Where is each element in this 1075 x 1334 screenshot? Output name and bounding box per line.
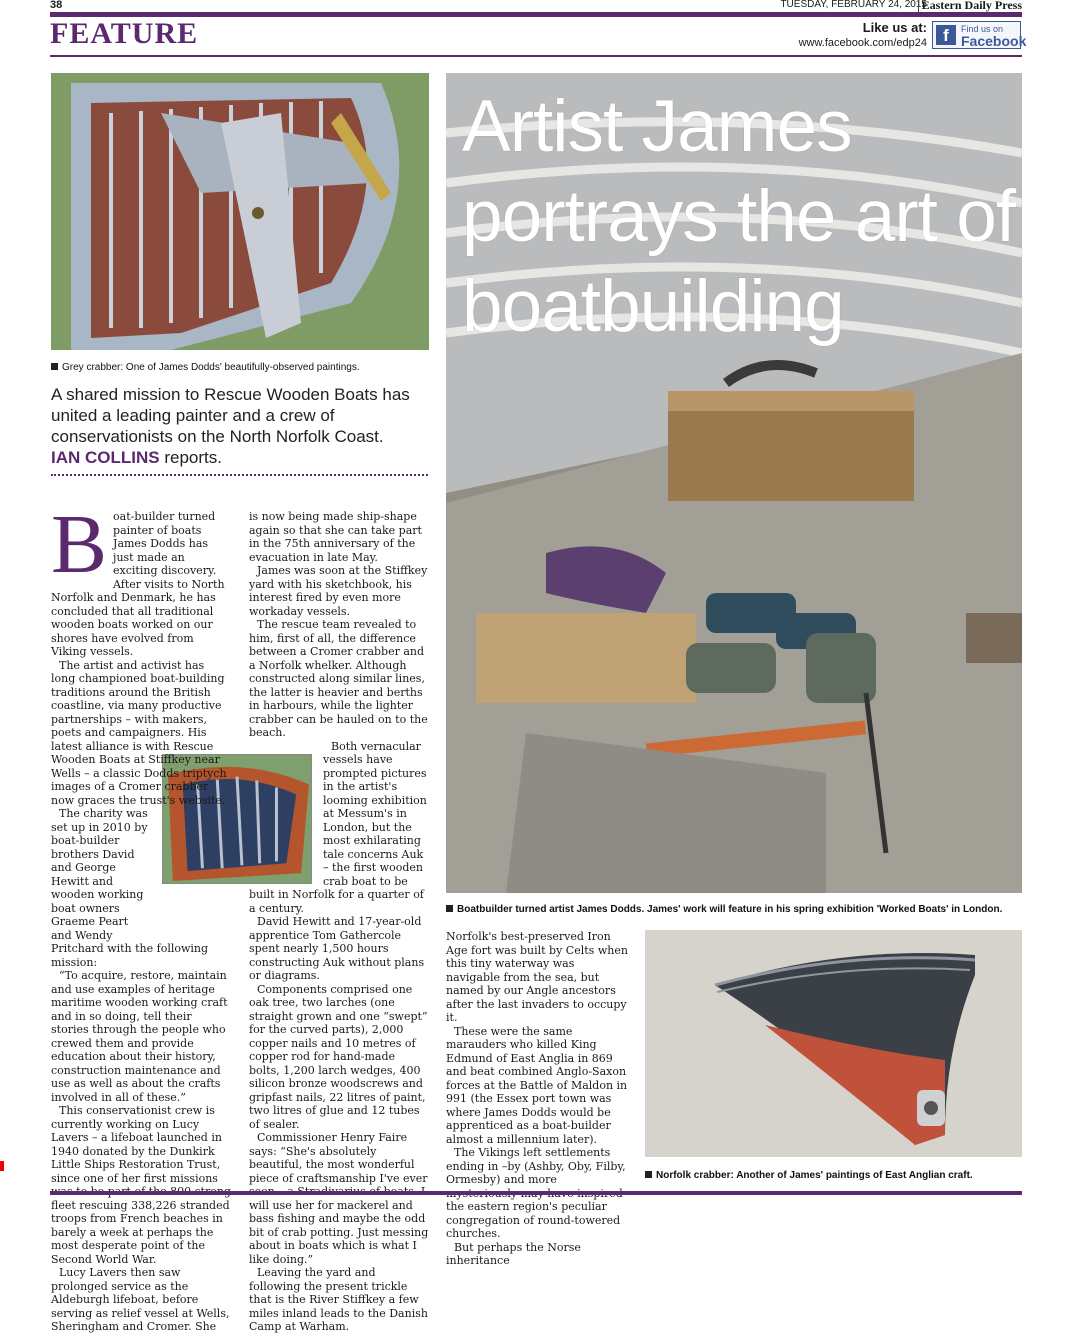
paragraph: These were the same marauders who killed King Edmund of East Anglia in 869 and beat combined Anglo-Saxon forces at the Battle of Maldon in 991 (the Essex port town was where James Dodds would be apprenticed as a boat-builder almost a millennium later).	[446, 1024, 628, 1146]
paragraph: is now being made ship-shape again so that she can take part in the 75th anniversary of the evacuation in late May.	[249, 510, 422, 564]
paragraph: Leaving the yard and following the present trickle that is the River Stiffkey a few miles inland leads to the Danish Camp at Warham.	[249, 1266, 428, 1333]
paragraph: The Vikings left settlements ending in –by (Ashby, Oby, Filby, Ormesby) and more the eastern region's peculiar congregation of round-towered churches.	[446, 1146, 626, 1240]
like-us-block	[799, 20, 927, 49]
paragraph: James was soon at the Stiffkey yard with his sketchbook, his interest fired by even more workaday vessels.	[249, 564, 428, 618]
grey-crabber-caption	[51, 362, 360, 373]
like-us-title: Like us at:	[862, 20, 927, 35]
standfirst	[51, 384, 431, 468]
dotted-divider	[51, 474, 428, 476]
inset-wrap-spacer	[151, 811, 231, 931]
facebook-icon: f	[936, 25, 956, 45]
top-strip	[50, 0, 1022, 12]
drop-cap: B	[51, 498, 108, 591]
paragraph: David Hewitt and 17-year-old apprentice Tom Gathercole spent nearly 1,500 hours constructing Auk without plans or diagrams.	[249, 915, 425, 982]
facebook-url[interactable]: www.facebook.com/edp24	[798, 37, 927, 49]
grey-crabber-painting	[51, 73, 429, 350]
paragraph: Components comprised one oak tree, two larches (one straight grown and one “swept” for the curved parts), 2,000 copper nails and 10 metres of copper rod for hand-made bolts, 1,200 larch wedges, 400 silicon bronze woodscrews and gripfast nails, 22 litres of paint, two litres of glue and 12 tubes of sealer.	[249, 982, 428, 1131]
article-column-2	[249, 510, 429, 1334]
paragraph: The artist and activist has long championed boat-building traditions around the British coastline, via many productive partnerships – with makers, poets and campaigners. His latest alliance is with Rescue Wooden Boats at Stiffkey near Wells – a classic Dodds triptych images of a Cromer crabber now graces the trust's website.	[51, 658, 227, 807]
article-column-1	[51, 498, 231, 1334]
facebook-badge[interactable]	[932, 21, 1027, 49]
paragraph: The charity was set up in 2010 by boat-builder brothers David and George Hewitt and wooden working boat owners Graeme Peart and Wendy Pritchard with the following mission:	[51, 807, 209, 969]
headline: Artist James portrays the art of boatbuilding	[462, 86, 1016, 347]
paragraph: This conservationist crew is currently working on Lucy Lavers – a lifeboat launched in 1940 donated by the Dunkirk Little Ships Restoration Trust, since one of her first missions fleet rescuing 338,226 stranded troops from French beaches in barely a week at perhaps the most desperate point of the Second World War.	[51, 1104, 230, 1266]
paragraph: oat-builder turned painter of boats James Dodds has just made an exciting discovery. After visits to North Norfolk and Denmark, he has concluded that all traditional wooden boats worked on our shores have evolved from Viking vessels.	[51, 510, 225, 658]
dateline: TUESDAY, FEBRUARY 24, 2015	[780, 0, 927, 10]
paragraph: The rescue team revealed to him, first of all, the difference between a Cromer crabber and a Norfolk whelker. Although constructed along similar lines, the latter is heavier and berths in harbours, while the lighter crabber can be hauled on to the beach.	[249, 618, 428, 739]
standfirst-text: A shared mission to Rescue Wooden Boats has united a leading painter and a crew of conservationists on the North Norfolk Coast.	[51, 385, 410, 446]
paragraph: Lucy Lavers then saw prolonged service as the Aldeburgh lifeboat, before serving as relief vessel at Wells, Sheringham and Cromer. She	[51, 1266, 230, 1333]
header-rule	[50, 55, 1022, 57]
edge-mark	[0, 1161, 4, 1171]
byline-name: IAN COLLINS	[51, 448, 160, 467]
norfolk-crabber-painting	[645, 930, 1022, 1157]
paragraph: Norfolk's best-preserved Iron Age fort was built by Celts when this tiny waterway was navigable from the sea, but named by our Angle ancestors after the last invaders to occupy it.	[446, 930, 628, 1024]
norfolk-crabber-caption	[645, 1170, 973, 1181]
caption-square-icon	[446, 905, 453, 912]
bottom-rule	[50, 1191, 1022, 1195]
main-photo-caption-text: Boatbuilder turned artist James Dodds. James' work will feature in his spring exhibition 'Worked Boats' in London.	[457, 904, 1003, 915]
page-number: 38	[50, 0, 63, 11]
article-column-3	[446, 930, 628, 1268]
paragraph: Commissioner Henry Faire says: “She's absolutely beautiful, the most wonderful piece of craftsmanship I've ever will use her for mackerel and bass fishing and maybe the odd bit of crab potting. Just messing about in boats which is what I like doing.”	[249, 1131, 429, 1266]
caption-square-icon	[645, 1171, 652, 1178]
byline-suffix: reports.	[159, 448, 222, 467]
inset-wrap-spacer	[249, 756, 323, 880]
facebook-find-label: Find us on	[961, 24, 1004, 34]
paragraph: But perhaps the Norse inheritance	[446, 1240, 581, 1267]
caption-square-icon	[51, 363, 58, 370]
section-title: FEATURE	[50, 17, 199, 50]
newspaper-name: Eastern Daily Press	[918, 0, 1022, 13]
main-photo-caption	[446, 904, 1002, 915]
facebook-name-label: Facebook	[961, 33, 1027, 49]
paragraph: Both vernacular vessels have prompted pictures in the artist's looming exhibition at Messum's in London, but the most exhilarating tale concerns Auk – the first wooden crab boat to be built in Norfolk for a quarter of a century.	[249, 739, 427, 915]
paragraph: “To acquire, restore, maintain and use examples of heritage maritime wooden working craft and in so doing, tell their stories through the people who crewed them and provide education about their history, construction maintenance and use as well as about the crafts involved in all of these.”	[51, 969, 228, 1104]
grey-crabber-caption-text: Grey crabber: One of James Dodds' beautifully-observed paintings.	[62, 362, 360, 373]
norfolk-crabber-caption-text: Norfolk crabber: Another of James' paintings of East Anglian craft.	[656, 1170, 973, 1181]
